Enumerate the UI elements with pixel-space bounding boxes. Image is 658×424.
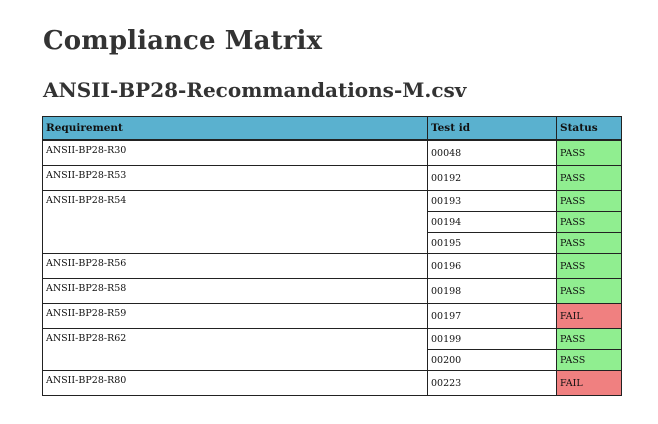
table-row [43, 304, 622, 329]
test-id-cell: 00198 [428, 279, 557, 304]
status-cell: PASS [557, 254, 622, 279]
test-id-cell: 00223 [428, 371, 557, 396]
status-cell: FAIL [557, 304, 622, 329]
test-id-cell: 00195 [428, 233, 557, 254]
status-cell: PASS [557, 279, 622, 304]
test-id-cell: 00193 [428, 191, 557, 212]
requirement-cell: ANSII-BP28-R54 [43, 191, 428, 254]
requirement-cell: ANSII-BP28-R80 [43, 371, 428, 396]
requirement-cell: ANSII-BP28-R62 [43, 329, 428, 371]
table-row [43, 329, 622, 350]
page-title: Compliance Matrix [43, 26, 323, 56]
compliance-table [42, 116, 622, 396]
status-cell: PASS [557, 191, 622, 212]
header-test-id: Test id [428, 117, 557, 141]
requirement-cell: ANSII-BP28-R59 [43, 304, 428, 329]
status-cell: PASS [557, 212, 622, 233]
status-cell: PASS [557, 350, 622, 371]
status-cell: PASS [557, 166, 622, 191]
test-id-cell: 00196 [428, 254, 557, 279]
test-id-cell: 00199 [428, 329, 557, 350]
table-header-row [43, 117, 622, 141]
status-cell: FAIL [557, 371, 622, 396]
test-id-cell: 00194 [428, 212, 557, 233]
requirement-cell: ANSII-BP28-R53 [43, 166, 428, 191]
table-row [43, 371, 622, 396]
test-id-cell: 00192 [428, 166, 557, 191]
table-row [43, 140, 622, 166]
header-requirement: Requirement [43, 117, 428, 141]
status-cell: PASS [557, 329, 622, 350]
header-status: Status [557, 117, 622, 141]
file-title: ANSII-BP28-Recommandations-M.csv [43, 78, 467, 102]
status-cell: PASS [557, 140, 622, 166]
test-id-cell: 00048 [428, 140, 557, 166]
table-row [43, 191, 622, 212]
test-id-cell: 00200 [428, 350, 557, 371]
status-cell: PASS [557, 233, 622, 254]
requirement-cell: ANSII-BP28-R56 [43, 254, 428, 279]
table-row [43, 279, 622, 304]
requirement-cell: ANSII-BP28-R58 [43, 279, 428, 304]
requirement-cell: ANSII-BP28-R30 [43, 140, 428, 166]
test-id-cell: 00197 [428, 304, 557, 329]
table-row [43, 166, 622, 191]
table-body [43, 140, 622, 396]
table-row [43, 254, 622, 279]
